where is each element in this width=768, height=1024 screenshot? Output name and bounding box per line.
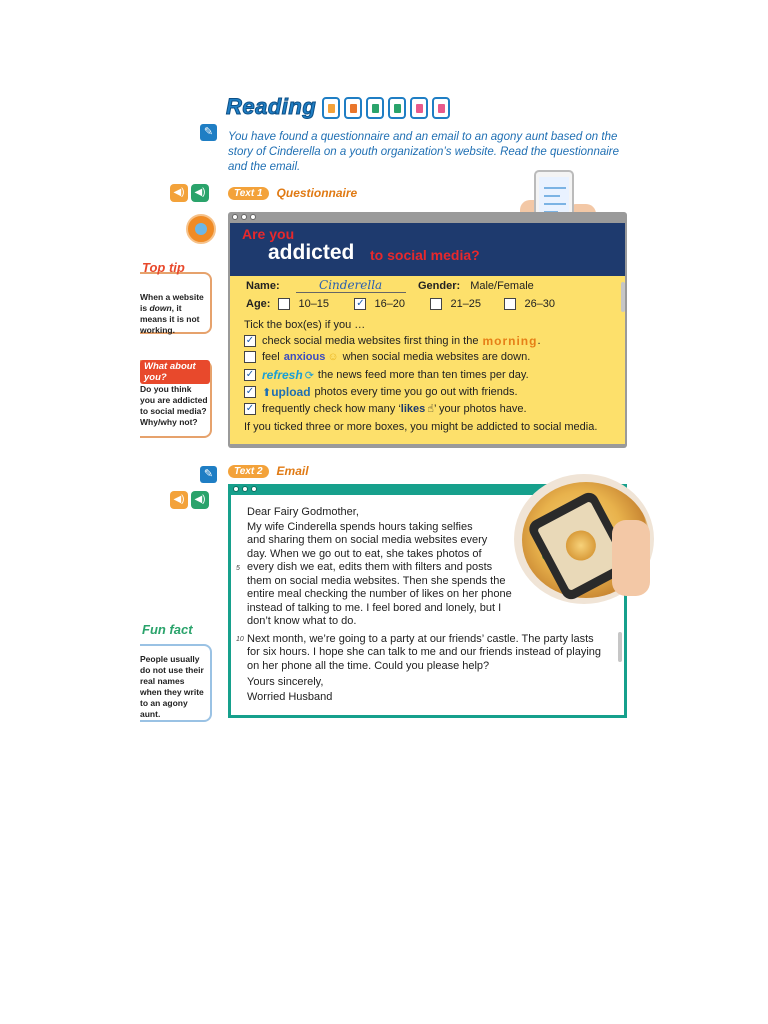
- book-icon: [344, 97, 362, 119]
- audio-controls[interactable]: [170, 491, 209, 509]
- gender-label: Gender:: [418, 280, 461, 292]
- email-line: Worried Husband: [247, 691, 333, 703]
- word-art: anxious: [283, 351, 326, 363]
- question-item: [244, 385, 518, 399]
- text2-heading: [228, 464, 309, 478]
- email-line: entire meal checking the number of likes on her phone: [247, 588, 512, 600]
- age-option: 16–20: [374, 298, 406, 310]
- email-line: every dish we eat, edits them with filters and posts: [247, 561, 493, 573]
- what-about-you-title: What about you?: [140, 360, 210, 384]
- fun-fact-text: People usually do not use their real names when they write to an agony aunt.: [140, 654, 204, 719]
- text-label: Email: [276, 464, 309, 478]
- book-icon: [366, 97, 384, 119]
- book-icon: [388, 97, 406, 119]
- email-line: Yours sincerely,: [247, 676, 324, 688]
- title-social-media: to social media?: [370, 247, 480, 263]
- title-addicted: addicted: [268, 241, 355, 264]
- question-item: [244, 402, 527, 415]
- email-line: Next month, we’re going to a party at our friends’ castle. The party lasts: [247, 633, 594, 645]
- skill-icons: [322, 97, 450, 119]
- age-checkbox[interactable]: [430, 298, 442, 310]
- text-badge: Text 2: [228, 465, 269, 478]
- age-label: Age:: [246, 298, 271, 310]
- text1-heading: [228, 186, 357, 200]
- name-label: Name:: [246, 279, 280, 292]
- email-line: day. When we go out to eat, she takes photos of: [247, 548, 482, 560]
- word-art: morning: [482, 334, 538, 348]
- line-number: 10: [236, 636, 244, 643]
- email-line: instead of talking to me. I feel bored and lonely, but I: [247, 602, 502, 614]
- top-tip-box: [140, 260, 212, 335]
- email-line: don’t know what to do.: [247, 615, 357, 627]
- question-item: [244, 368, 529, 382]
- gender-row: [418, 280, 534, 292]
- item-checkbox[interactable]: [244, 351, 256, 363]
- top-tip-title: Top tip: [142, 260, 185, 275]
- line-number: 5: [236, 565, 240, 572]
- email-line: My wife Cinderella spends hours taking selfies: [247, 521, 473, 533]
- word-art: refresh: [262, 368, 303, 382]
- speaker-icon[interactable]: ◀): [191, 184, 209, 202]
- item-text: .: [537, 335, 541, 347]
- audio-controls[interactable]: [170, 184, 209, 202]
- age-row: [246, 298, 555, 310]
- email-line: them on social media websites. Then she spends the: [247, 575, 506, 587]
- refresh-icon: ⟳: [304, 369, 314, 382]
- age-option: 21–25: [450, 298, 482, 310]
- pencil-icon: ✎: [200, 466, 217, 483]
- email-line: for six hours. I hope she can talk to me and our friends instead of playing: [247, 646, 602, 658]
- scrollbar[interactable]: [618, 632, 622, 662]
- age-checkbox-checked[interactable]: ✓: [356, 298, 365, 309]
- book-icon: [410, 97, 428, 119]
- item-checkbox-checked[interactable]: ✓: [245, 402, 255, 414]
- speaker-icon[interactable]: ◀): [191, 491, 209, 509]
- book-icon: [322, 97, 340, 119]
- text-badge: Text 1: [228, 187, 269, 200]
- item-text: feel: [262, 351, 280, 363]
- questionnaire-footer: If you ticked three or more boxes, you might be addicted to social media.: [244, 421, 598, 433]
- item-text: frequently check how many ‘: [262, 402, 401, 415]
- item-checkbox-checked[interactable]: ✓: [245, 335, 255, 346]
- item-text: when social media websites are down.: [342, 351, 531, 363]
- item-checkbox-checked[interactable]: ✓: [245, 369, 255, 380]
- questionnaire-header: [230, 223, 625, 276]
- pointer-hand-icon: ☝: [427, 403, 434, 415]
- what-about-you-box: [140, 360, 212, 438]
- upload-icon: ⬆: [262, 386, 272, 399]
- text-label: Questionnaire: [276, 186, 358, 200]
- age-option: 10–15: [298, 298, 330, 310]
- pencil-icon: ✎: [200, 124, 217, 141]
- gender-value[interactable]: Male/Female: [470, 280, 534, 292]
- hand-illustration: [612, 520, 650, 596]
- intro-text: You have found a questionnaire and an email to an agony aunt based on the story of Cinderella on a youth organization’s website. Read the questionnaire and the email.: [228, 131, 620, 173]
- owl-icon: [186, 214, 216, 244]
- question-item: [244, 334, 541, 348]
- tick-prompt: Tick the box(es) if you …: [244, 319, 366, 331]
- age-checkbox[interactable]: [504, 298, 516, 310]
- email-line: Dear Fairy Godmother,: [247, 506, 359, 518]
- age-checkbox[interactable]: [278, 298, 290, 310]
- fun-fact-box: [140, 622, 212, 722]
- name-row: [246, 278, 406, 293]
- top-tip-text: When a website is down, it means it is not working.: [140, 292, 204, 335]
- word-art: upload: [271, 385, 311, 399]
- speaker-icon[interactable]: ◀): [170, 491, 188, 509]
- age-option: 26–30: [524, 298, 556, 310]
- title-are-you: Are you: [242, 226, 295, 242]
- page-title: Reading: [226, 94, 317, 119]
- item-checkbox-checked[interactable]: ✓: [245, 386, 255, 397]
- speaker-icon[interactable]: ◀): [170, 184, 188, 202]
- scrollbar[interactable]: [621, 276, 625, 444]
- what-about-you-text: Do you think you are addicted to social media? Why/why not?: [140, 384, 208, 427]
- fun-fact-title: Fun fact: [142, 622, 193, 637]
- item-text: check social media websites first thing in the: [262, 335, 479, 347]
- question-item: [244, 351, 530, 363]
- book-icon: [432, 97, 450, 119]
- email-line: and sharing them on social media websites every: [247, 534, 488, 546]
- name-field[interactable]: Cinderella: [296, 278, 406, 293]
- word-art: likes: [400, 402, 426, 415]
- email-line: on her phone all the time. Could you please help?: [247, 660, 490, 672]
- item-text: the news feed more than ten times per day.: [317, 369, 529, 381]
- emoji-icon: ☺: [327, 351, 339, 363]
- item-text: ’ your photos have.: [433, 402, 527, 415]
- item-text: photos every time you go out with friends.: [314, 386, 518, 398]
